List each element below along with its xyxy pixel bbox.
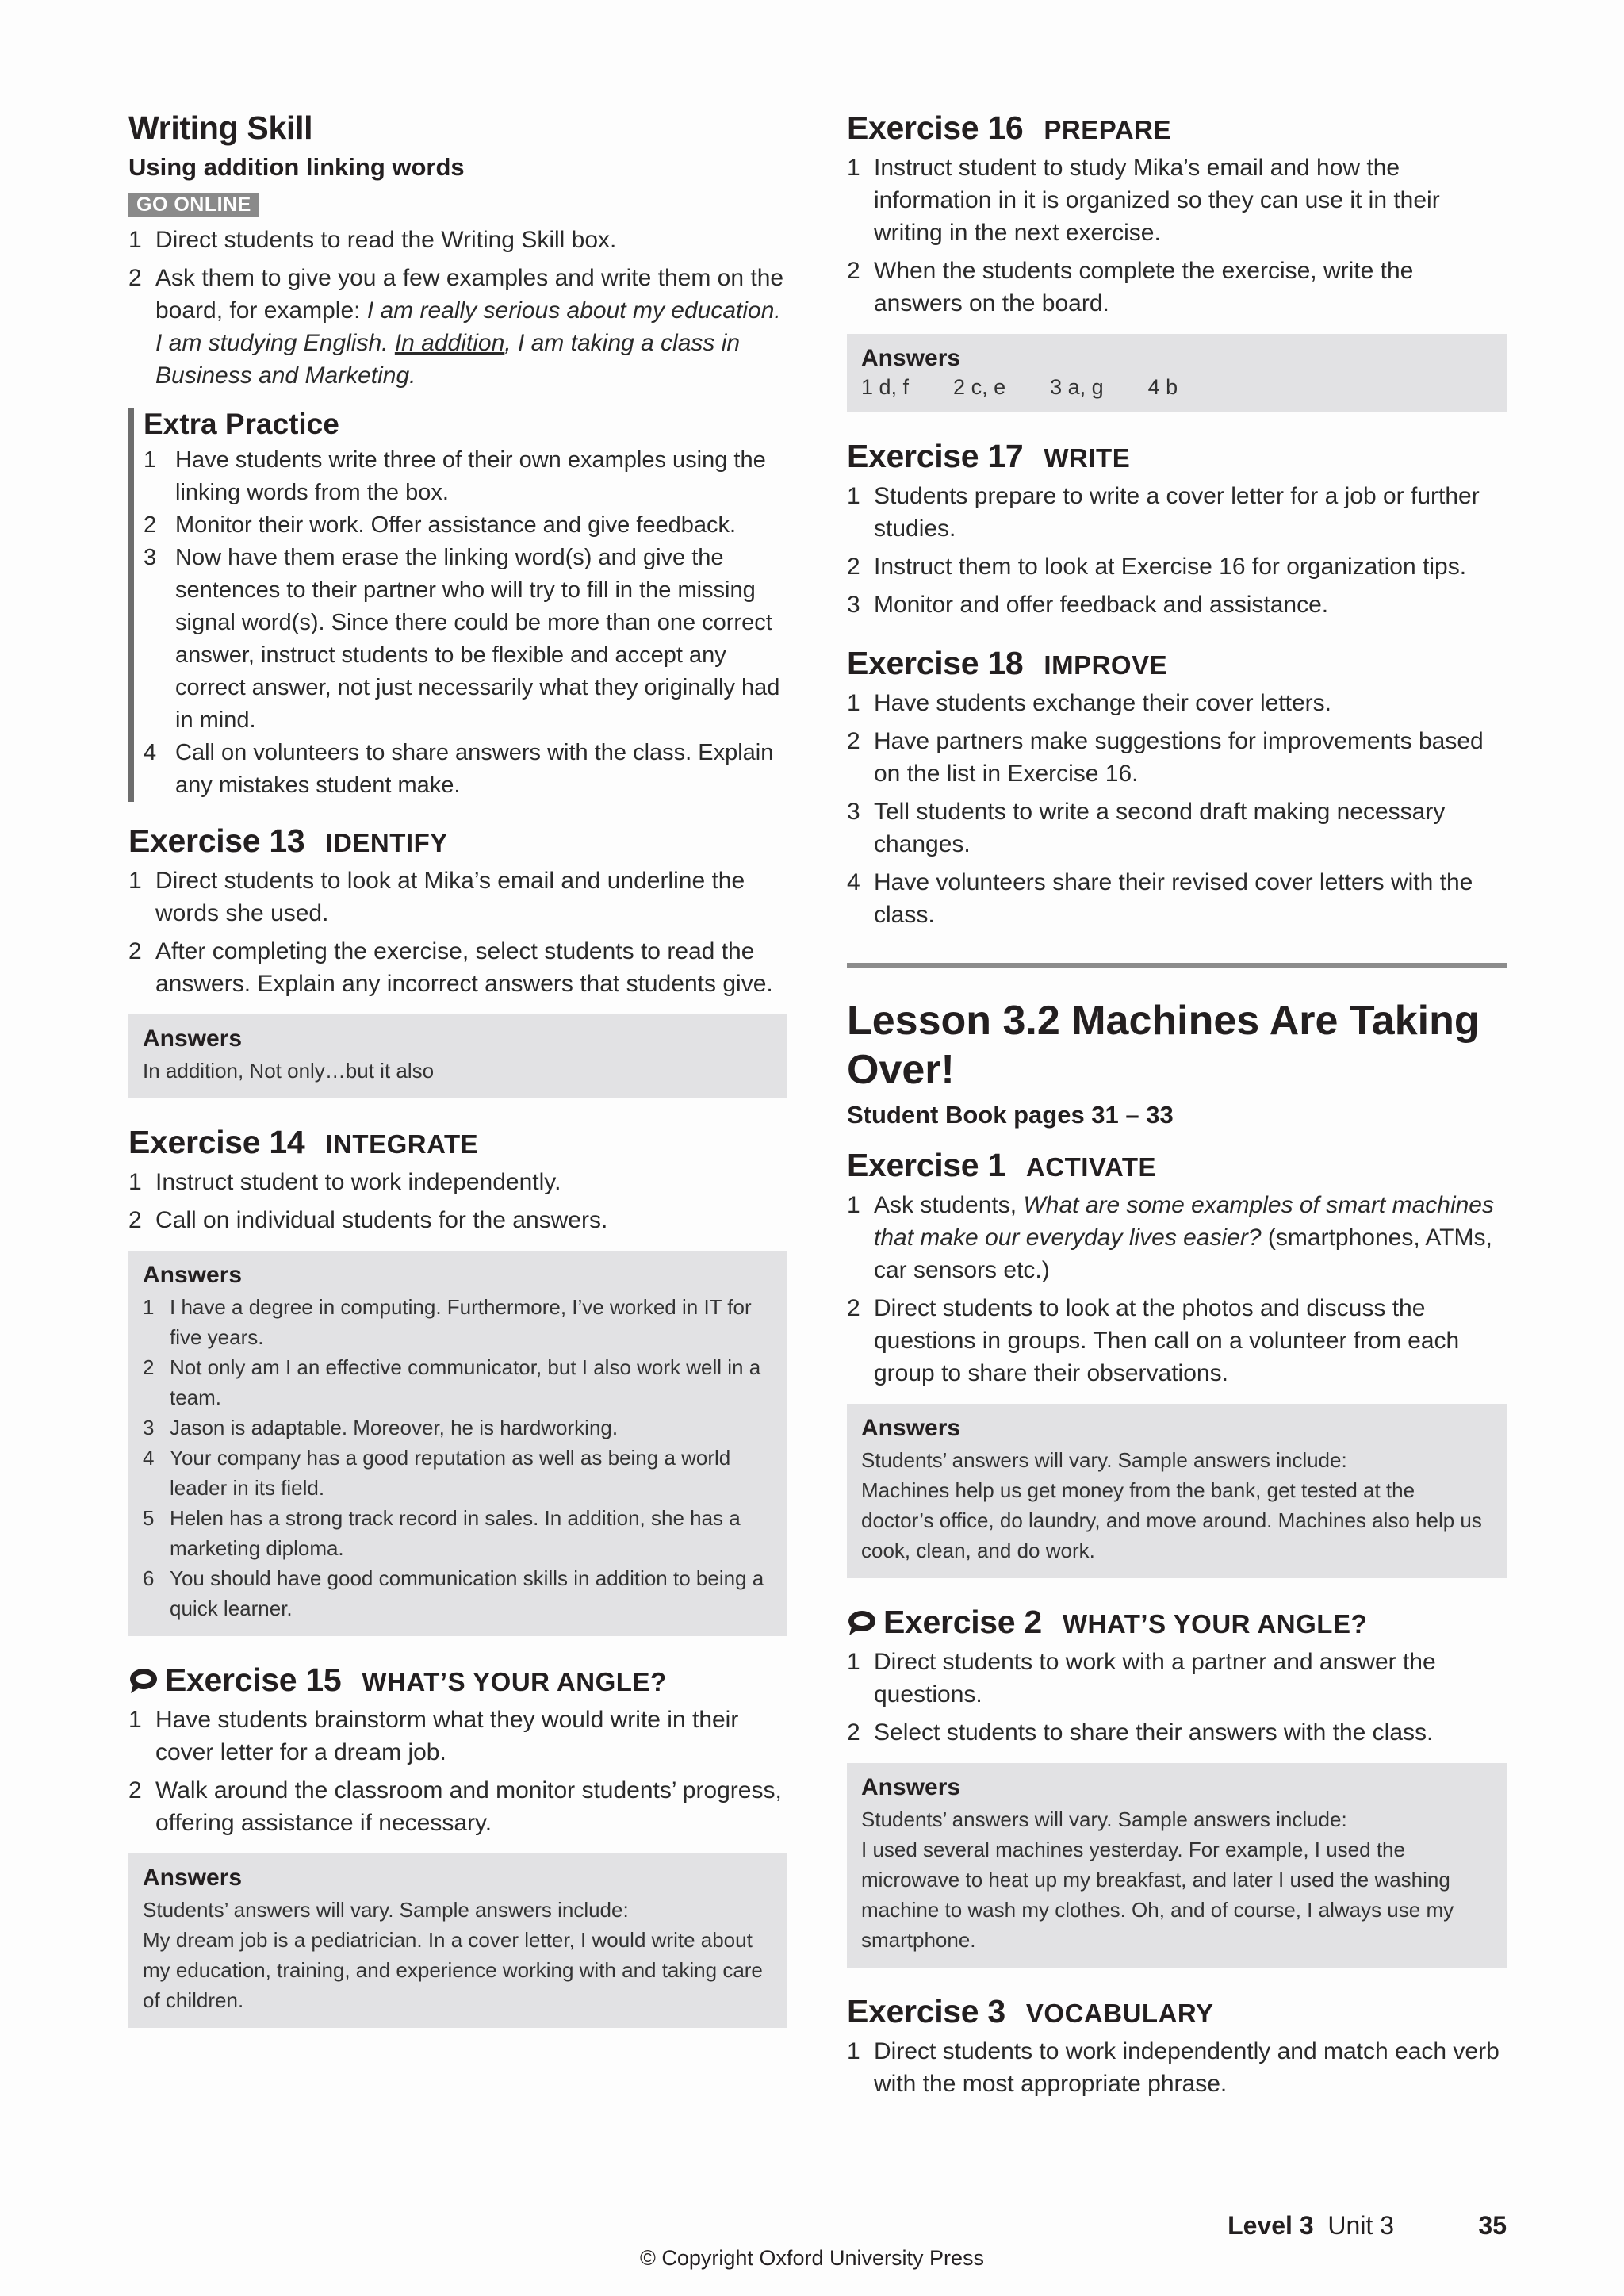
list-item: 4 Call on volunteers to share answers with the class. Explain any mistakes student make. — [144, 740, 774, 799]
exercise-16-heading: Exercise 16 PREPARE — [847, 109, 1171, 146]
exercise-2-answers: Answers Students’ answers will vary. Sample answers include: I used several machines yesterday. For example, I used the microwave to heat up my breakfast, and later I used the washing machine to wash my clothes. Oh, and of course, I always use my smartphone. — [847, 1763, 1507, 1968]
list-item: 1 Instruct student to study Mika’s email and how the information in it is organized so they can use it in their writing in the next exercise. — [847, 155, 1440, 246]
list-item: 2 After completing the exercise, select students to read the answers. Explain any incorrect answers that students give. — [128, 938, 773, 998]
extra-practice-box — [128, 408, 787, 802]
list-item: 1 Instruct student to work independently. — [128, 1169, 561, 1196]
list-item: 2 Select students to share their answers with the class. — [847, 1719, 1434, 1746]
left-column — [128, 109, 787, 2053]
writing-skill-list — [128, 224, 787, 392]
list-item: 1 Have students write three of their own examples using the linking words from the box. — [144, 447, 766, 506]
list-item: 1 Have students brainstorm what they would write in their cover letter for a dream job. — [128, 1707, 739, 1766]
list-item: 2 Ask them to give you a few examples and write them on the board, for example: I am really serious about my education. I am studying English. In addition, I am taking a class in Business and Marketing. — [128, 265, 784, 389]
answer-item: 6 You should have good communication skills in addition to being a quick learner. — [143, 1566, 764, 1621]
exercise-14-answers: Answers 1 I have a degree in computing. Furthermore, I’ve worked in IT for five years. 2 Not only am I an effective communicator, but I also work well in a team. 3 Jason is adaptable. Moreover, he is hardworking. 4 Your company has a good reputation as well as being a world leader in its field. 5 Helen has a strong track record in sales. In addition, she has a marketing diploma. 6 You should have good communication skills in addition to being a quick learner. — [128, 1251, 787, 1636]
exercise-18-list — [847, 687, 1507, 931]
answer-item: 3 a, g — [1050, 375, 1104, 399]
footer-level-unit: Level 3 Unit 3 — [1228, 2211, 1394, 2240]
list-item: 1 Ask students, What are some examples of smart machines that make our everyday lives easier? (smartphones, ATMs, car sensors etc.) — [847, 1192, 1494, 1283]
copyright-notice: © Copyright Oxford University Press — [639, 2246, 985, 2270]
exercise-18-heading: Exercise 18 IMPROVE — [847, 645, 1168, 681]
page-number: 35 — [1478, 2211, 1507, 2240]
speech-bubble-icon — [847, 1609, 877, 1636]
list-item: 1 Direct students to work with a partner and answer the questions. — [847, 1649, 1436, 1708]
exercise-14-list — [128, 1166, 787, 1236]
list-item: 2 Walk around the classroom and monitor students’ progress, offering assistance if necessary. — [128, 1777, 782, 1837]
exercise-15-list — [128, 1704, 787, 1839]
answer-item: 5 Helen has a strong track record in sales. In addition, she has a marketing diploma. — [143, 1506, 741, 1561]
exercise-15-answers: Answers Students’ answers will vary. Sample answers include: My dream job is a pediatrician. In a cover letter, I would write about my education, training, and experience working with and taking care of children. — [128, 1853, 787, 2028]
exercise-13-heading: Exercise 13 IDENTIFY — [128, 822, 448, 860]
extra-practice-title: Extra Practice — [144, 408, 339, 441]
answer-item: 4 b — [1147, 375, 1178, 399]
exercise-1-answers: Answers Students’ answers will vary. Sample answers include: Machines help us get money from the bank, get tested at the doctor’s office, do laundry, and move around. Machines also help us cook, clean, and do work. — [847, 1404, 1507, 1578]
list-item: 2 Have partners make suggestions for improvements based on the list in Exercise 16. — [847, 728, 1484, 787]
list-item: 1 Students prepare to write a cover letter for a job or further studies. — [847, 483, 1480, 542]
exercise-13-list — [128, 864, 787, 1000]
exercise-14-heading: Exercise 14 INTEGRATE — [128, 1124, 479, 1161]
speech-bubble-icon — [128, 1667, 159, 1694]
exercise-16-answers: Answers 1 d, f 2 c, e 3 a, g 4 b — [847, 334, 1507, 412]
list-item: 1 Direct students to work independently and match each verb with the most appropriate phrase. — [847, 2038, 1500, 2097]
answer-item: 2 c, e — [953, 375, 1006, 399]
exercise-1-list — [847, 1189, 1507, 1389]
exercise-16-list — [847, 151, 1507, 320]
list-item: 2 Call on individual students for the answers. — [128, 1207, 608, 1234]
list-item: 2 Monitor their work. Offer assistance and give feedback. — [144, 512, 737, 539]
list-item: 1 Direct students to read the Writing Skill box. — [128, 227, 617, 254]
answer-item: 3 Jason is adaptable. Moreover, he is hardworking. — [143, 1416, 619, 1440]
section-divider — [847, 963, 1507, 968]
list-item: 1 Have students exchange their cover letters. — [847, 690, 1331, 716]
list-item: 3 Now have them erase the linking word(s) and give the sentences to their partner who will try to fill in the missing signal word(s). Since there could be more than one correct answer, instruct students to be flexible and accept any correct answer, not just necessarily what they originally had in mind. — [144, 545, 780, 734]
writing-skill-title: Writing Skill — [128, 109, 313, 146]
answer-item: 2 Not only am I an effective communicator, but I also work well in a team. — [143, 1355, 761, 1410]
exercise-13-answers: Answers In addition, Not only…but it also — [128, 1014, 787, 1098]
list-item: 4 Have volunteers share their revised cover letters with the class. — [847, 869, 1473, 928]
underlined-example: In addition — [394, 330, 505, 357]
exercise-2-list — [847, 1646, 1507, 1749]
exercise-1-heading: Exercise 1 ACTIVATE — [847, 1147, 1157, 1183]
list-item: 2 When the students complete the exercise, write the answers on the board. — [847, 258, 1414, 316]
lesson-title: Lesson 3.2 Machines Are Taking Over! — [847, 998, 1480, 1093]
go-online-badge[interactable]: GO ONLINE — [128, 193, 259, 217]
exercise-15-heading: Exercise 15 WHAT’S YOUR ANGLE? — [128, 1662, 787, 1699]
answer-item: 4 Your company has a good reputation as well as being a world leader in its field. — [143, 1446, 731, 1501]
list-item: 2 Direct students to look at the photos and discuss the questions in groups. Then call on a volunteer from each group to share their observations. — [847, 1295, 1460, 1386]
list-item: 1 Direct students to look at Mika’s email and underline the words she used. — [128, 868, 745, 927]
extra-practice-list — [144, 444, 787, 802]
list-item: 3 Monitor and offer feedback and assistance. — [847, 592, 1329, 618]
list-item: 2 Instruct them to look at Exercise 16 for organization tips. — [847, 554, 1467, 580]
answer-item: 1 I have a degree in computing. Furthermore, I’ve worked in IT for five years. — [143, 1295, 752, 1350]
exercise-17-list — [847, 480, 1507, 621]
answer-item: 1 d, f — [861, 375, 910, 399]
lesson-subtitle: Student Book pages 31 – 33 — [847, 1101, 1174, 1129]
right-column — [847, 109, 1507, 2106]
exercise-17-heading: Exercise 17 WRITE — [847, 438, 1131, 474]
writing-skill-subtitle: Using addition linking words — [128, 153, 465, 182]
list-item: 3 Tell students to write a second draft making necessary changes. — [847, 799, 1446, 857]
exercise-2-heading: Exercise 2 WHAT’S YOUR ANGLE? — [847, 1604, 1507, 1641]
exercise-3-list — [847, 2035, 1507, 2100]
exercise-3-heading: Exercise 3 VOCABULARY — [847, 1993, 1214, 2030]
